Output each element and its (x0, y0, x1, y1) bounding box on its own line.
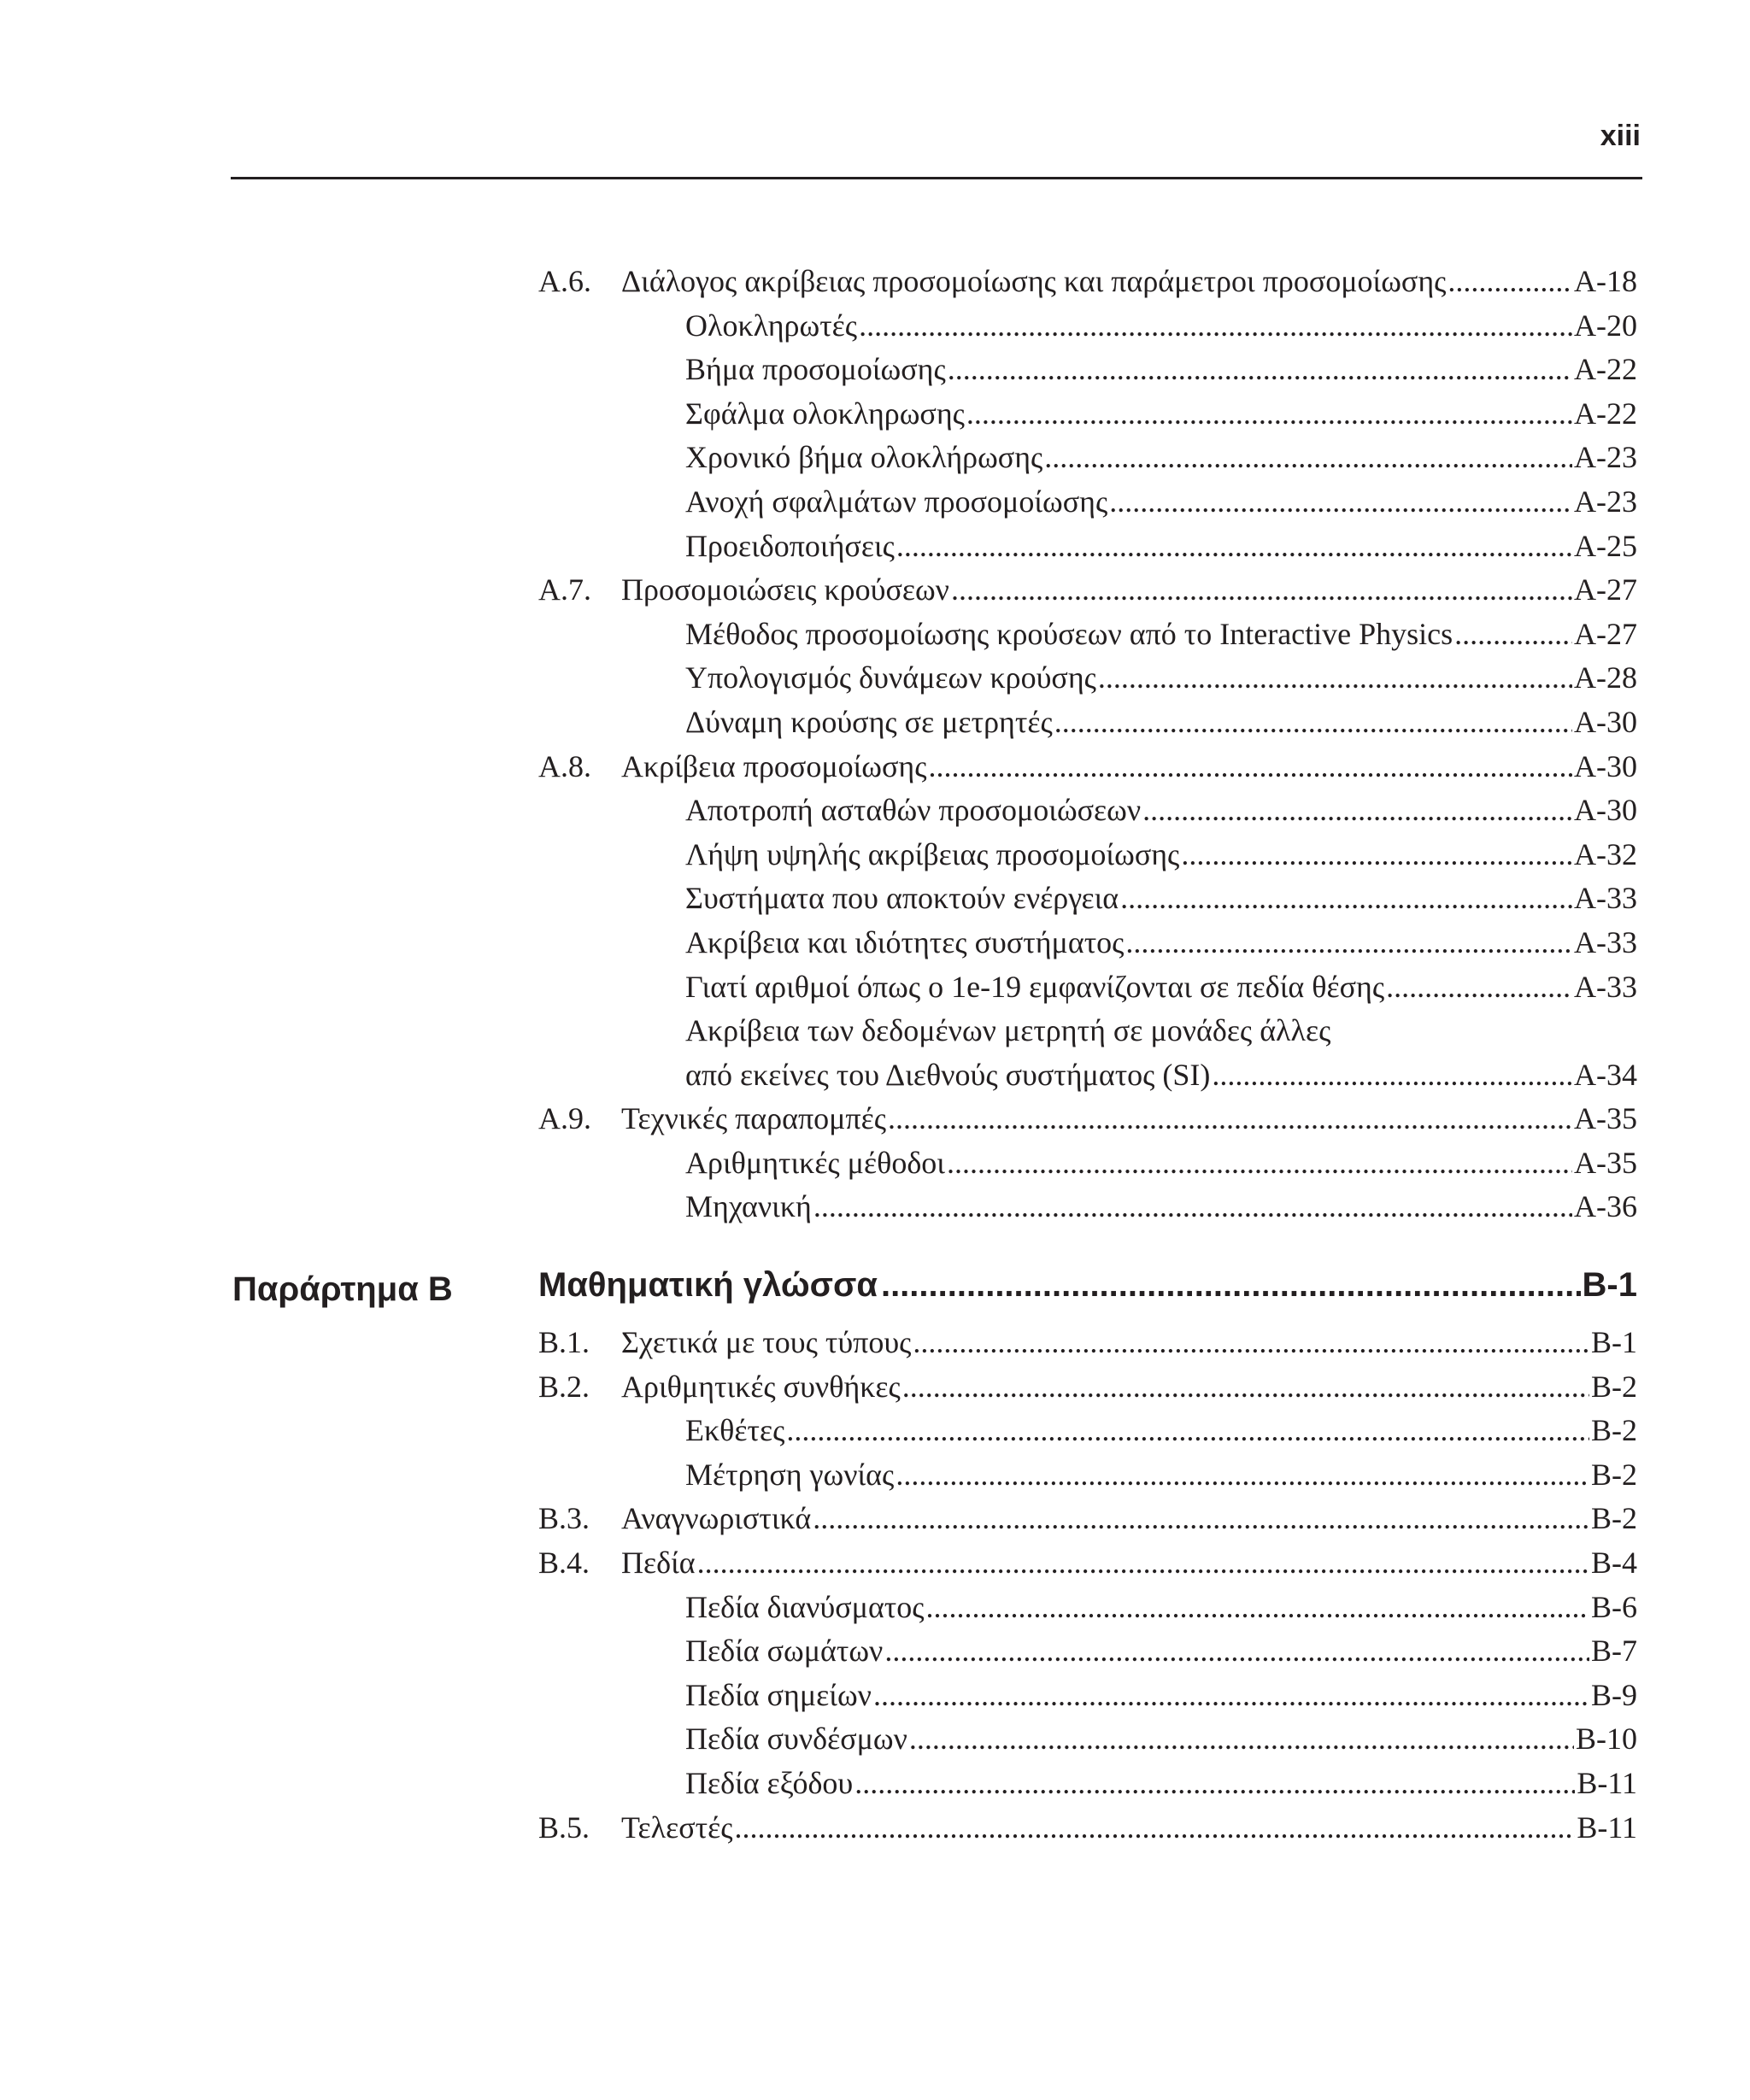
header-rule (231, 177, 1642, 179)
toc-entry-page: A-23 (1574, 484, 1637, 519)
toc-entry-title: Χρονικό βήμα ολοκλήρωσης (685, 440, 1043, 475)
toc-entry[interactable] (538, 1141, 1637, 1186)
dot-leader (929, 745, 1573, 789)
toc-entry-title: Λήψη υψηλής ακρίβειας προσομοίωσης (685, 836, 1180, 871)
dot-leader (1386, 965, 1572, 1010)
toc-entry-title: Εκθέτες (685, 1413, 785, 1448)
toc-entry[interactable] (538, 568, 1637, 613)
toc-entry-title: από εκείνες του Διεθνούς συστήματος (SI) (685, 1057, 1211, 1092)
toc-entry-title: Μέθοδος προσομοίωσης κρούσεων από το Interactive Physics (685, 616, 1453, 651)
toc-entry-page: B-11 (1577, 1810, 1637, 1845)
appendix-heading[interactable] (538, 1266, 1637, 1314)
dot-leader (1044, 436, 1572, 480)
toc-entry-number: Α.8. (538, 748, 591, 783)
dot-leader (896, 1453, 1589, 1498)
toc-entry[interactable] (538, 1185, 1637, 1229)
toc-entry[interactable] (538, 1053, 1637, 1098)
toc-entry-page: A-23 (1574, 440, 1637, 475)
dot-leader (951, 568, 1572, 613)
toc-entry-page: A-27 (1574, 572, 1637, 607)
dot-leader (926, 1586, 1589, 1630)
dot-leader (813, 1185, 1572, 1229)
toc-entry-number: Β.3. (538, 1501, 590, 1536)
toc-entry-title: Σχετικά με τους τύπους (621, 1325, 912, 1359)
toc-entry-number: Β.2. (538, 1369, 590, 1404)
toc-entry-title: Αποτροπή ασταθών προσομοιώσεων (685, 793, 1142, 828)
toc-entry-title: Πεδία εξόδου (685, 1765, 854, 1800)
toc-entry-number: Β.4. (538, 1545, 590, 1580)
toc-entry-page: A-33 (1574, 881, 1637, 916)
toc-entry-page: A-22 (1574, 352, 1637, 387)
toc-entry-number: Α.6. (538, 264, 591, 298)
toc-entry-page: B-9 (1591, 1677, 1637, 1712)
appendix-title: Μαθηματική γλώσσα (538, 1266, 878, 1304)
dot-leader (948, 348, 1572, 392)
dot-leader (884, 1629, 1589, 1674)
toc-entry-title: Διάλογος ακρίβειας προσομοίωσης και παράμετροι προσομοίωσης (621, 264, 1447, 298)
toc-entry-title: Ολοκληρωτές (685, 308, 858, 343)
dot-leader (888, 1097, 1572, 1141)
dot-leader (1448, 260, 1572, 304)
toc-entry[interactable] (538, 1674, 1637, 1718)
toc-entry-title: Μηχανική (685, 1189, 812, 1224)
dot-leader (896, 525, 1572, 569)
toc-entry-page: A-30 (1574, 793, 1637, 828)
dot-leader (813, 1497, 1589, 1541)
toc-entry-page: A-28 (1574, 660, 1637, 695)
toc-entry[interactable] (538, 656, 1637, 701)
dot-leader (881, 1266, 1581, 1305)
toc-entry-title: Ακρίβεια και ιδιότητες συστήματος (685, 924, 1125, 959)
toc-entry-page: B-6 (1591, 1589, 1637, 1624)
toc-entry-title: Ακρίβεια προσομοίωσης (621, 748, 927, 783)
dot-leader (947, 1141, 1572, 1186)
toc-entry-title: Αριθμητικές μέθοδοι (685, 1145, 945, 1180)
toc-entry[interactable] (538, 789, 1637, 833)
toc-entry-page: A-33 (1574, 969, 1637, 1004)
dot-leader (697, 1541, 1589, 1586)
toc-entry-title: Υπολογισμός δυνάμεων κρούσης (685, 660, 1096, 695)
toc-entry-title: Σφάλμα ολοκληρωσης (685, 396, 965, 431)
toc-entry-page: A-32 (1574, 836, 1637, 871)
toc-entry-title: Βήμα προσομοίωσης (685, 352, 946, 387)
toc-section-b (538, 1321, 1637, 1850)
toc-entry[interactable] (538, 701, 1637, 745)
toc-entry-page: A-22 (1574, 396, 1637, 431)
toc-entry[interactable] (538, 348, 1637, 392)
dot-leader (1109, 480, 1572, 525)
toc-entry-number: Α.9. (538, 1101, 591, 1136)
toc-entry[interactable] (538, 965, 1637, 1010)
toc-entry-title: Μέτρηση γωνίας (685, 1457, 895, 1492)
toc-entry-title: Πεδία (621, 1545, 696, 1580)
toc-entry-title: Τελεστές (621, 1810, 733, 1845)
dot-leader (1181, 833, 1572, 877)
toc-entry[interactable] (538, 877, 1637, 921)
toc-entry-number: Β.1. (538, 1325, 590, 1359)
toc-entry-page: A-33 (1574, 924, 1637, 959)
dot-leader (786, 1409, 1589, 1453)
dot-leader (902, 1365, 1589, 1410)
toc-entry-title: Πεδία διανύσματος (685, 1589, 925, 1624)
toc-entry-page: B-10 (1576, 1722, 1637, 1757)
toc-entry-title: Πεδία σημείων (685, 1677, 872, 1712)
toc-entry-page: A-35 (1574, 1145, 1637, 1180)
toc-entry-title: Πεδία συνδέσμων (685, 1722, 907, 1757)
appendix-label: Παράρτημα Β (232, 1270, 453, 1308)
toc-entry[interactable] (538, 613, 1637, 657)
dot-leader (1212, 1053, 1572, 1098)
page-number: xiii (1600, 120, 1641, 152)
toc-entry-title: Συστήματα που αποκτούν ενέργεια (685, 881, 1119, 916)
toc-entry-title: Αναγνωριστικά (621, 1501, 812, 1536)
toc-entry-page: B-2 (1591, 1413, 1637, 1448)
toc-entry[interactable] (538, 1497, 1637, 1541)
toc-entry-page: B-2 (1591, 1457, 1637, 1492)
toc-entry[interactable] (538, 745, 1637, 789)
toc-entry-title: Προσομοιώσεις κρούσεων (621, 572, 949, 607)
dot-leader (1125, 921, 1572, 965)
toc-entry[interactable] (538, 1409, 1637, 1453)
toc-entry-page: A-34 (1574, 1057, 1637, 1092)
toc-entry-page: B-7 (1591, 1634, 1637, 1669)
toc-entry-title: Προειδοποιήσεις (685, 528, 895, 563)
dot-leader (909, 1717, 1574, 1762)
toc-entry[interactable] (538, 304, 1637, 349)
toc-entry-number: Α.7. (538, 572, 591, 607)
toc-entry[interactable] (538, 833, 1637, 877)
toc-entry-title: Ακρίβεια των δεδομένων μετρητή σε μονάδες άλλες (685, 1013, 1331, 1048)
dot-leader (854, 1762, 1575, 1806)
toc-entry-page: A-18 (1574, 264, 1637, 298)
toc-entry[interactable] (538, 1629, 1637, 1674)
dot-leader (873, 1674, 1589, 1718)
toc-entry-page: A-36 (1574, 1189, 1637, 1224)
toc-entry[interactable] (538, 1541, 1637, 1586)
toc-entry-number: Β.5. (538, 1810, 590, 1845)
toc-entry-page: B-4 (1591, 1545, 1637, 1580)
appendix-page: B-1 (1582, 1266, 1637, 1304)
dot-leader (1454, 613, 1572, 657)
dot-leader (734, 1806, 1575, 1851)
toc-entry-page: A-20 (1574, 308, 1637, 343)
toc-entry[interactable] (538, 1321, 1637, 1365)
toc-entry[interactable] (538, 1453, 1637, 1498)
toc-entry-page: A-35 (1574, 1101, 1637, 1136)
dot-leader (1054, 701, 1572, 745)
toc-entry[interactable] (538, 1717, 1637, 1762)
toc-entry-title: Πεδία σωμάτων (685, 1634, 884, 1669)
toc-entry[interactable] (538, 1097, 1637, 1141)
toc-entry[interactable] (538, 392, 1637, 437)
toc-entry[interactable] (538, 436, 1637, 480)
toc-entry-title: Γιατί αριθμοί όπως ο 1e-19 εμφανίζονται σε πεδία θέσης (685, 969, 1385, 1004)
dot-leader (1142, 789, 1572, 833)
dot-leader (1098, 656, 1572, 701)
toc-entry[interactable] (538, 1806, 1637, 1851)
toc-entry[interactable] (538, 1762, 1637, 1806)
toc-entry-title: Ανοχή σφαλμάτων προσομοίωσης (685, 484, 1108, 519)
toc-entry-page: A-30 (1574, 748, 1637, 783)
toc-entry-page: B-11 (1577, 1765, 1637, 1800)
dot-leader (1120, 877, 1572, 921)
toc-entry-page: A-25 (1574, 528, 1637, 563)
dot-leader (966, 392, 1572, 437)
dot-leader (859, 304, 1572, 349)
toc-entry[interactable] (538, 480, 1637, 525)
toc-entry-page: B-2 (1591, 1501, 1637, 1536)
toc-entry[interactable] (538, 525, 1637, 569)
toc-entry-page: A-30 (1574, 704, 1637, 739)
toc-entry (538, 1009, 1637, 1053)
toc-entry[interactable] (538, 1365, 1637, 1410)
dot-leader (913, 1321, 1589, 1365)
toc-entry-page: A-27 (1574, 616, 1637, 651)
toc-entry-title: Δύναμη κρούσης σε μετρητές (685, 704, 1053, 739)
toc-entry-title: Αριθμητικές συνθήκες (621, 1369, 901, 1404)
toc-section-a (538, 260, 1637, 1229)
toc-entry[interactable] (538, 1586, 1637, 1630)
toc-entry-page: B-2 (1591, 1369, 1637, 1404)
toc-entry[interactable] (538, 260, 1637, 304)
toc-entry-page: B-1 (1591, 1325, 1637, 1359)
toc-entry[interactable] (538, 921, 1637, 965)
toc-entry-title: Τεχνικές παραπομπές (621, 1101, 886, 1136)
